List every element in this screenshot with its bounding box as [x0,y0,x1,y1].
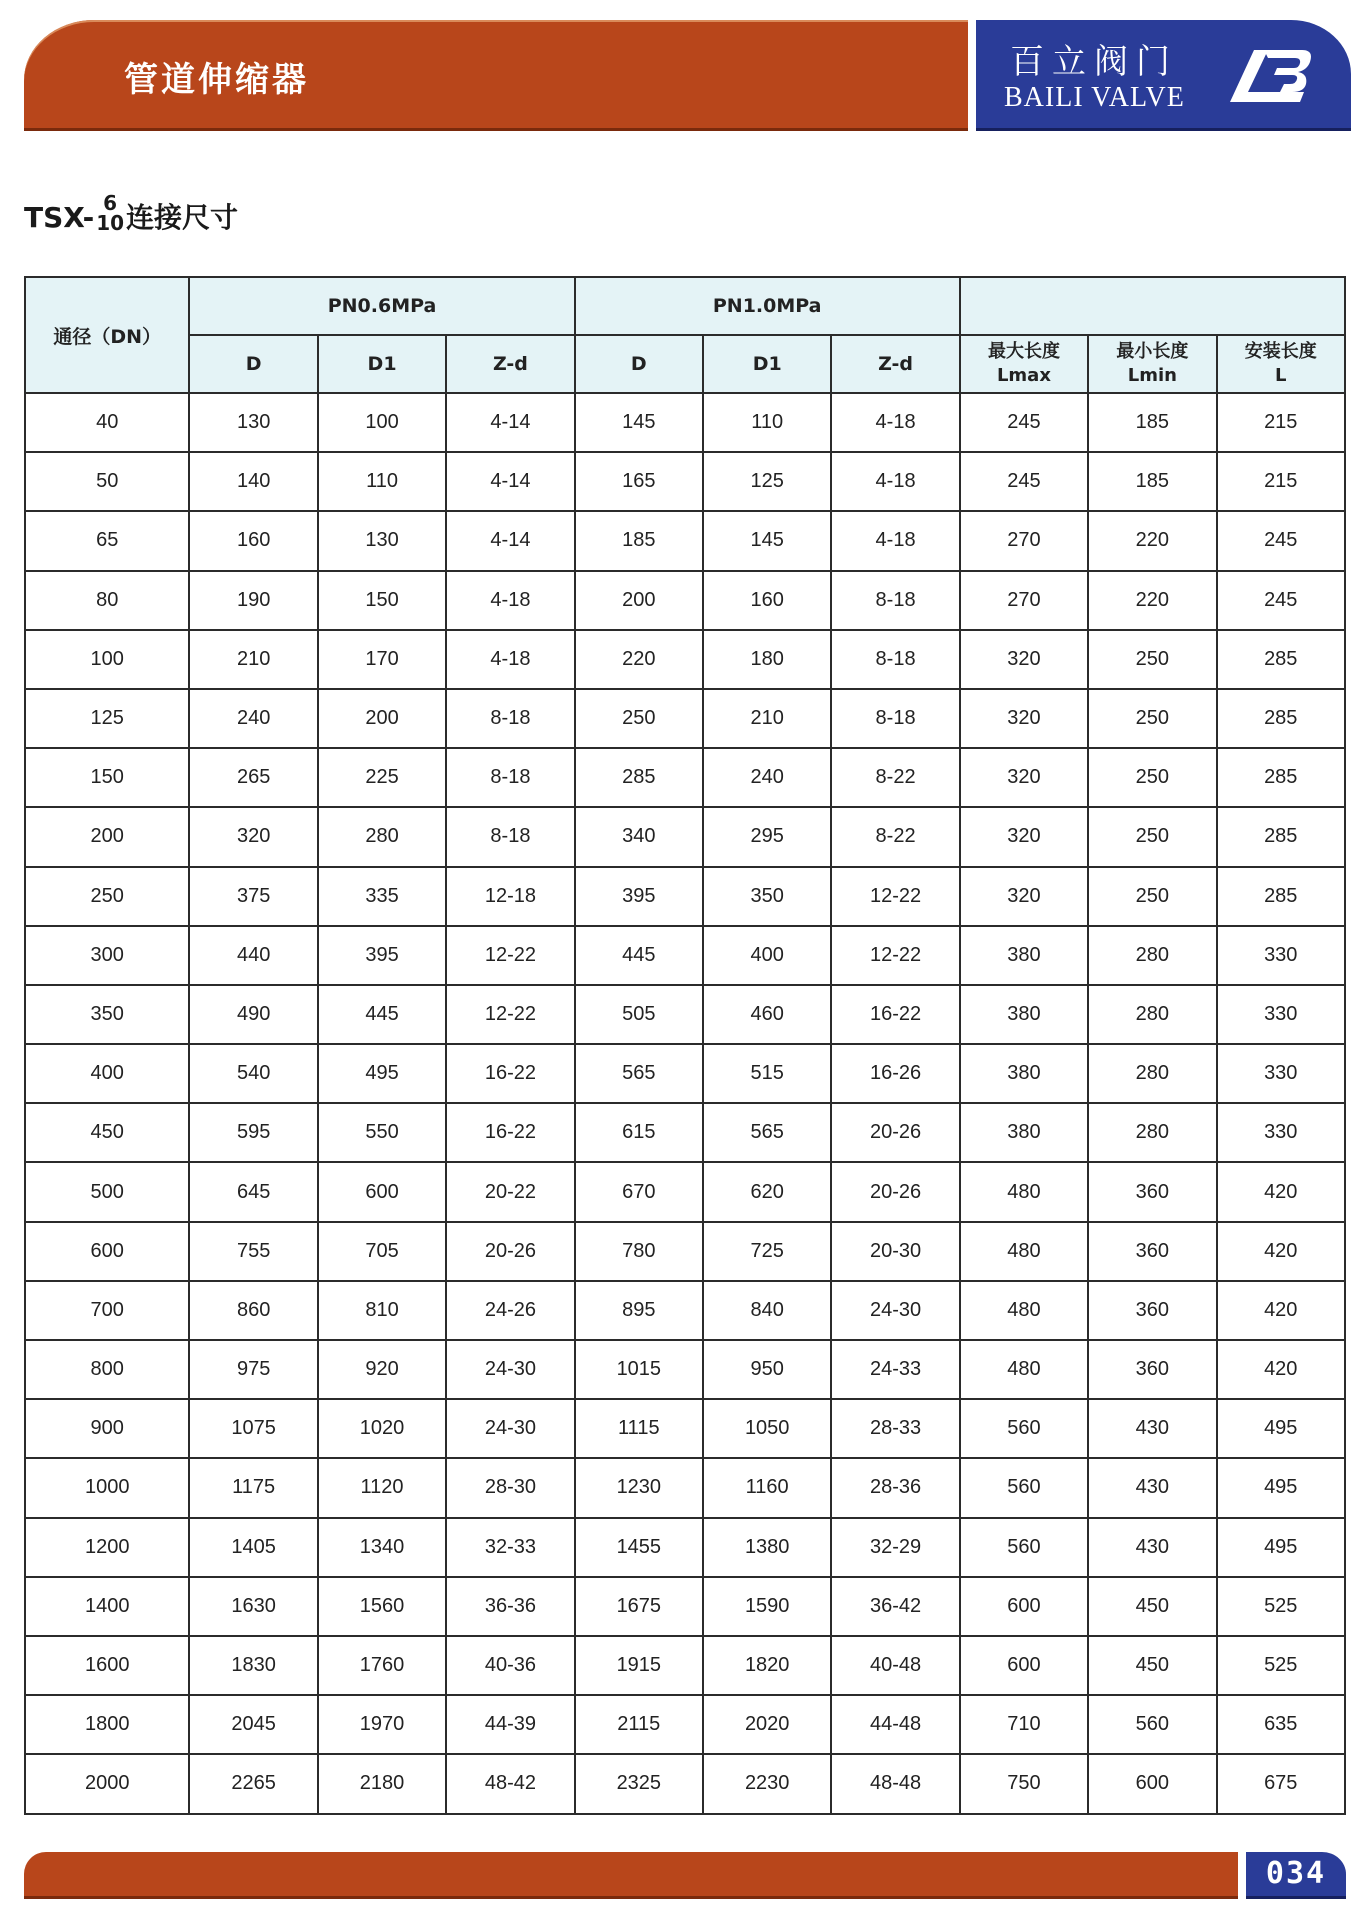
table-cell: 755 [189,1222,317,1281]
table-cell: 28-30 [446,1458,574,1517]
dn-cell: 150 [25,748,189,807]
dn-cell: 80 [25,571,189,630]
table-header-row-columns [25,335,1345,393]
table-cell: 140 [189,452,317,511]
dn-cell: 50 [25,452,189,511]
table-cell: 280 [1088,1044,1216,1103]
table-cell: 1115 [575,1399,703,1458]
column-header: Z-d [831,335,959,393]
table-cell: 395 [575,867,703,926]
table-cell: 445 [318,985,446,1044]
table-cell: 380 [960,985,1088,1044]
table-cell: 125 [703,452,831,511]
table-cell: 600 [318,1162,446,1221]
table-cell: 170 [318,630,446,689]
table-cell: 895 [575,1281,703,1340]
dn-cell: 700 [25,1281,189,1340]
table-cell: 450 [1088,1577,1216,1636]
table-cell: 595 [189,1103,317,1162]
table-cell: 920 [318,1340,446,1399]
header-group-pn10: PN1.0MPa [575,277,960,335]
table-cell: 150 [318,571,446,630]
table-row [25,511,1345,570]
table-row [25,630,1345,689]
table-cell: 280 [1088,926,1216,985]
brand-logo-icon [1224,46,1314,106]
table-cell: 420 [1217,1281,1345,1340]
table-cell: 24-30 [446,1340,574,1399]
table-cell: 1455 [575,1518,703,1577]
table-cell: 24-26 [446,1281,574,1340]
table-cell: 495 [1217,1399,1345,1458]
table-cell: 710 [960,1695,1088,1754]
table-cell: 20-30 [831,1222,959,1281]
column-header: D [189,335,317,393]
table-cell: 110 [703,393,831,452]
table-row [25,867,1345,926]
table-cell: 20-26 [831,1103,959,1162]
table-cell: 200 [318,689,446,748]
column-header: D1 [318,335,446,393]
table-cell: 1830 [189,1636,317,1695]
table-cell: 12-22 [831,867,959,926]
table-cell: 32-29 [831,1518,959,1577]
table-cell: 320 [960,807,1088,866]
table-cell: 245 [960,393,1088,452]
table-cell: 200 [575,571,703,630]
table-cell: 2265 [189,1754,317,1813]
table-cell: 24-33 [831,1340,959,1399]
table-row [25,985,1345,1044]
table-cell: 1970 [318,1695,446,1754]
table-cell: 4-18 [446,630,574,689]
table-cell: 250 [575,689,703,748]
table-cell: 725 [703,1222,831,1281]
table-cell: 145 [703,511,831,570]
table-cell: 445 [575,926,703,985]
table-cell: 1075 [189,1399,317,1458]
section-title [24,191,239,256]
table-cell: 560 [960,1458,1088,1517]
dn-cell: 1000 [25,1458,189,1517]
table-cell: 4-14 [446,452,574,511]
table-row [25,1577,1345,1636]
dn-cell: 300 [25,926,189,985]
table-cell: 480 [960,1222,1088,1281]
table-cell: 2230 [703,1754,831,1813]
table-cell: 550 [318,1103,446,1162]
table-cell: 180 [703,630,831,689]
table-header-row-groups [25,277,1345,335]
table-cell: 565 [703,1103,831,1162]
table-cell: 1015 [575,1340,703,1399]
column-header: 最小长度 Lmin [1088,335,1216,393]
table-cell: 1820 [703,1636,831,1695]
table-cell: 495 [1217,1458,1345,1517]
table-row [25,807,1345,866]
table-cell: 16-22 [446,1103,574,1162]
table-cell: 36-36 [446,1577,574,1636]
fraction-sup: 6 [103,191,118,215]
table-cell: 1380 [703,1518,831,1577]
table-cell: 600 [960,1577,1088,1636]
table-cell: 635 [1217,1695,1345,1754]
table-cell: 430 [1088,1518,1216,1577]
brand-name-cn: 百立阀门 [1010,42,1178,82]
table-cell: 950 [703,1340,831,1399]
table-row [25,1103,1345,1162]
table-cell: 165 [575,452,703,511]
pressure-fraction [96,193,124,233]
table-cell: 525 [1217,1636,1345,1695]
dn-cell: 1400 [25,1577,189,1636]
table-cell: 645 [189,1162,317,1221]
table-row [25,1754,1345,1813]
table-cell: 12-22 [446,926,574,985]
table-cell: 48-48 [831,1754,959,1813]
table-cell: 250 [1088,807,1216,866]
table-cell: 20-22 [446,1162,574,1221]
table-cell: 480 [960,1162,1088,1221]
table-cell: 505 [575,985,703,1044]
table-cell: 400 [703,926,831,985]
table-cell: 28-36 [831,1458,959,1517]
table-cell: 600 [960,1636,1088,1695]
table-cell: 705 [318,1222,446,1281]
table-cell: 44-39 [446,1695,574,1754]
table-cell: 860 [189,1281,317,1340]
table-cell: 420 [1217,1340,1345,1399]
table-cell: 490 [189,985,317,1044]
column-header: D1 [703,335,831,393]
table-cell: 670 [575,1162,703,1221]
table-row [25,1222,1345,1281]
model-prefix: TSX- [24,201,95,234]
table-cell: 4-14 [446,511,574,570]
table-cell: 8-18 [831,689,959,748]
table-cell: 360 [1088,1340,1216,1399]
table-cell: 600 [1088,1754,1216,1813]
column-header: Z-d [446,335,574,393]
table-cell: 130 [318,511,446,570]
table-row [25,1162,1345,1221]
table-cell: 1915 [575,1636,703,1695]
table-cell: 1405 [189,1518,317,1577]
table-cell: 250 [1088,630,1216,689]
table-cell: 280 [318,807,446,866]
table-cell: 540 [189,1044,317,1103]
table-cell: 185 [1088,452,1216,511]
table-cell: 145 [575,393,703,452]
table-cell: 620 [703,1162,831,1221]
table-cell: 450 [1088,1636,1216,1695]
table-cell: 380 [960,926,1088,985]
table-cell: 220 [1088,511,1216,570]
table-cell: 1590 [703,1577,831,1636]
table-cell: 780 [575,1222,703,1281]
table-cell: 430 [1088,1458,1216,1517]
table-cell: 40-36 [446,1636,574,1695]
dn-cell: 350 [25,985,189,1044]
page-number: 034 [1246,1852,1346,1899]
table-cell: 210 [703,689,831,748]
table-cell: 285 [1217,748,1345,807]
table-cell: 320 [960,867,1088,926]
table-cell: 560 [960,1399,1088,1458]
table-cell: 320 [960,689,1088,748]
table-cell: 265 [189,748,317,807]
table-cell: 250 [1088,689,1216,748]
table-cell: 4-18 [831,452,959,511]
fraction-sub: 10 [96,211,125,235]
dn-cell: 65 [25,511,189,570]
table-cell: 2045 [189,1695,317,1754]
table-cell: 330 [1217,1044,1345,1103]
table-cell: 560 [960,1518,1088,1577]
table-cell: 245 [1217,511,1345,570]
table-cell: 2115 [575,1695,703,1754]
table-row [25,1044,1345,1103]
table-cell: 1230 [575,1458,703,1517]
table-cell: 615 [575,1103,703,1162]
table-cell: 350 [703,867,831,926]
table-cell: 4-18 [446,571,574,630]
table-cell: 40-48 [831,1636,959,1695]
table-cell: 4-18 [831,511,959,570]
table-cell: 270 [960,511,1088,570]
table-row [25,748,1345,807]
table-cell: 975 [189,1340,317,1399]
table-body [25,393,1345,1814]
table-cell: 495 [318,1044,446,1103]
table-cell: 16-26 [831,1044,959,1103]
table-row [25,1695,1345,1754]
table-cell: 12-22 [831,926,959,985]
header-group-pn06: PN0.6MPa [189,277,574,335]
table-cell: 330 [1217,1103,1345,1162]
table-cell: 285 [1217,807,1345,866]
table-cell: 36-42 [831,1577,959,1636]
table-cell: 320 [189,807,317,866]
table-cell: 2020 [703,1695,831,1754]
table-cell: 8-18 [831,571,959,630]
dn-cell: 125 [25,689,189,748]
table-row [25,1458,1345,1517]
column-header: 最大长度 Lmax [960,335,1088,393]
table-cell: 16-22 [831,985,959,1044]
dn-cell: 600 [25,1222,189,1281]
table-cell: 48-42 [446,1754,574,1813]
footer-bar [24,1852,1238,1899]
table-cell: 240 [703,748,831,807]
table-cell: 285 [1217,630,1345,689]
table-cell: 1175 [189,1458,317,1517]
table-cell: 16-22 [446,1044,574,1103]
table-cell: 320 [960,630,1088,689]
table-cell: 215 [1217,393,1345,452]
table-cell: 1560 [318,1577,446,1636]
table-cell: 130 [189,393,317,452]
page-category-title: 管道伸缩器 [124,60,309,100]
table-cell: 525 [1217,1577,1345,1636]
table-cell: 440 [189,926,317,985]
dn-cell: 900 [25,1399,189,1458]
table-cell: 495 [1217,1518,1345,1577]
table-cell: 270 [960,571,1088,630]
column-header: D [575,335,703,393]
table-cell: 4-18 [831,393,959,452]
brand-name-en: BAILI VALVE [1004,82,1185,113]
table-cell: 190 [189,571,317,630]
table-cell: 8-22 [831,807,959,866]
table-cell: 750 [960,1754,1088,1813]
table-row [25,571,1345,630]
dn-cell: 400 [25,1044,189,1103]
column-header: 安装长度 L [1217,335,1345,393]
table-row [25,1636,1345,1695]
table-cell: 24-30 [831,1281,959,1340]
table-cell: 280 [1088,985,1216,1044]
table-cell: 515 [703,1044,831,1103]
table-cell: 1675 [575,1577,703,1636]
header-group-length [960,277,1345,335]
table-cell: 225 [318,748,446,807]
table-cell: 840 [703,1281,831,1340]
table-cell: 340 [575,807,703,866]
table-cell: 2325 [575,1754,703,1813]
table-row [25,1281,1345,1340]
dn-cell: 800 [25,1340,189,1399]
table-cell: 280 [1088,1103,1216,1162]
table-cell: 250 [1088,748,1216,807]
table-cell: 32-33 [446,1518,574,1577]
table-cell: 480 [960,1281,1088,1340]
table-cell: 240 [189,689,317,748]
table-cell: 12-18 [446,867,574,926]
table-row [25,1399,1345,1458]
table-cell: 8-18 [446,689,574,748]
table-cell: 8-18 [446,807,574,866]
table-cell: 1120 [318,1458,446,1517]
dn-cell: 450 [25,1103,189,1162]
table-cell: 420 [1217,1162,1345,1221]
table-cell: 44-48 [831,1695,959,1754]
table-cell: 675 [1217,1754,1345,1813]
table-cell: 250 [1088,867,1216,926]
table-row [25,1340,1345,1399]
table-cell: 335 [318,867,446,926]
table-row [25,452,1345,511]
table-cell: 380 [960,1103,1088,1162]
table-cell: 360 [1088,1162,1216,1221]
table-cell: 28-33 [831,1399,959,1458]
table-cell: 110 [318,452,446,511]
table-cell: 185 [575,511,703,570]
dn-cell: 40 [25,393,189,452]
header-banner [24,20,968,131]
dn-cell: 500 [25,1162,189,1221]
title-suffix: 连接尺寸 [126,201,239,234]
table-cell: 4-14 [446,393,574,452]
table-cell: 320 [960,748,1088,807]
table-cell: 1020 [318,1399,446,1458]
table-row [25,926,1345,985]
table-cell: 2180 [318,1754,446,1813]
dn-cell: 250 [25,867,189,926]
table-cell: 285 [1217,689,1345,748]
table-cell: 8-18 [446,748,574,807]
table-cell: 20-26 [446,1222,574,1281]
table-cell: 100 [318,393,446,452]
table-cell: 1340 [318,1518,446,1577]
table-cell: 245 [960,452,1088,511]
table-cell: 1630 [189,1577,317,1636]
table-cell: 430 [1088,1399,1216,1458]
table-cell: 24-30 [446,1399,574,1458]
table-cell: 160 [189,511,317,570]
table-cell: 565 [575,1044,703,1103]
brand-block [976,20,1351,131]
table-cell: 395 [318,926,446,985]
dn-cell: 1800 [25,1695,189,1754]
table-cell: 420 [1217,1222,1345,1281]
dn-cell: 1600 [25,1636,189,1695]
dn-cell: 2000 [25,1754,189,1813]
table-cell: 8-18 [831,630,959,689]
table-cell: 375 [189,867,317,926]
table-cell: 330 [1217,985,1345,1044]
table-cell: 220 [575,630,703,689]
table-cell: 1160 [703,1458,831,1517]
table-row [25,393,1345,452]
connection-dimensions-table [24,276,1346,1815]
table-cell: 380 [960,1044,1088,1103]
table-cell: 330 [1217,926,1345,985]
table-row [25,1518,1345,1577]
table-cell: 1760 [318,1636,446,1695]
table-cell: 20-26 [831,1162,959,1221]
table-cell: 810 [318,1281,446,1340]
table-cell: 215 [1217,452,1345,511]
dn-cell: 100 [25,630,189,689]
table-cell: 185 [1088,393,1216,452]
table-cell: 360 [1088,1281,1216,1340]
table-cell: 285 [1217,867,1345,926]
table-cell: 160 [703,571,831,630]
table-cell: 1050 [703,1399,831,1458]
table-row [25,689,1345,748]
table-cell: 360 [1088,1222,1216,1281]
header-dn: 通径（DN） [25,277,189,393]
dn-cell: 200 [25,807,189,866]
dn-cell: 1200 [25,1518,189,1577]
table-cell: 245 [1217,571,1345,630]
table-cell: 560 [1088,1695,1216,1754]
table-cell: 12-22 [446,985,574,1044]
table-cell: 220 [1088,571,1216,630]
table-cell: 285 [575,748,703,807]
table-cell: 295 [703,807,831,866]
table-cell: 210 [189,630,317,689]
table-cell: 8-22 [831,748,959,807]
table-cell: 480 [960,1340,1088,1399]
table-cell: 460 [703,985,831,1044]
